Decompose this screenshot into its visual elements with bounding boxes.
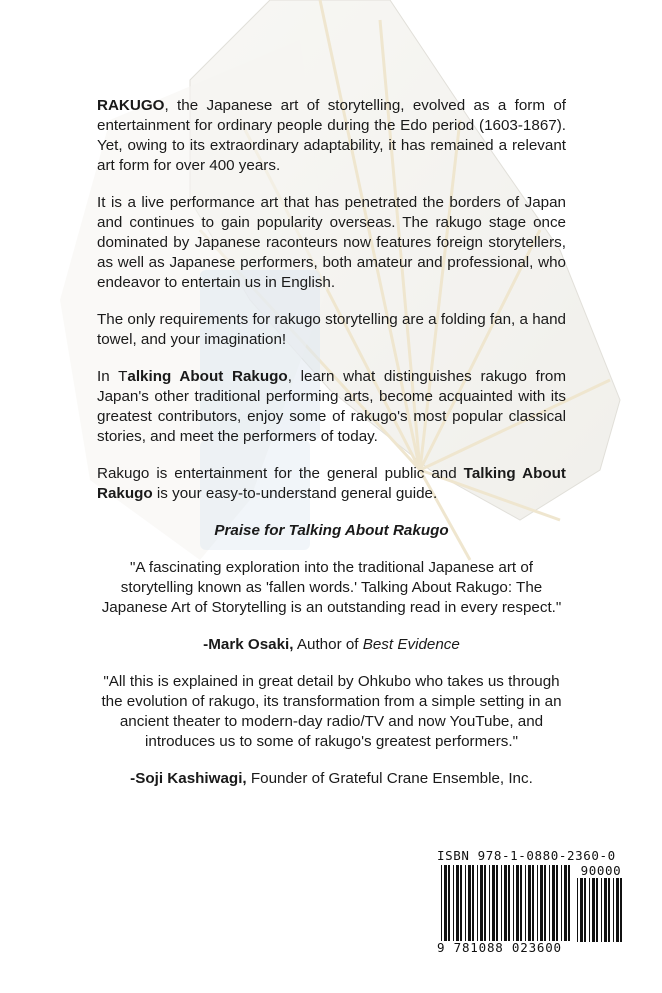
barcode-bar [556, 865, 558, 941]
overview-lead: In T [97, 368, 128, 385]
requirements-paragraph: The only requirements for rakugo storytelling are a folding fan, a hand towel, and your imagination! [97, 311, 566, 348]
ean-number: 9 781088 023600 [437, 940, 562, 955]
barcode-bar [448, 865, 450, 941]
intro-paragraph [97, 96, 566, 176]
barcode-bar [596, 878, 598, 942]
barcode-bar [492, 865, 495, 941]
review-quote-1: "A fascinating exploration into the traditional Japanese art of storytelling known as 'fallen words.' Talking About Rakugo: The Japanese Art of Storytelling is an outstanding read in every respect." [101, 559, 562, 616]
barcode-bar [540, 865, 543, 941]
barcode-bar [528, 865, 531, 941]
barcode-bar [592, 878, 595, 942]
barcode-bar [532, 865, 534, 941]
barcode-bar [508, 865, 510, 941]
barcode-bar [465, 865, 466, 941]
review-attribution-2 [97, 769, 566, 789]
reviewer-role-1: Author of [293, 636, 363, 653]
price-addon-number: 90000 [580, 863, 622, 878]
barcode-bar [513, 865, 514, 941]
isbn-label: ISBN 978-1-0880-2360-0 [437, 848, 616, 863]
barcode-bar [616, 878, 619, 942]
barcode-bar [601, 878, 602, 942]
barcode-bar [489, 865, 490, 941]
reviewer-name-2: -Soji Kashiwagi, [130, 770, 247, 787]
barcode-bar [472, 865, 474, 941]
reviewer-book-1: Best Evidence [362, 636, 460, 653]
barcode-bar [608, 878, 610, 942]
barcode-bar [568, 865, 570, 941]
rakugo-term: RAKUGO [97, 97, 165, 114]
addon-barcode-bars [577, 878, 625, 942]
barcode-bar [561, 865, 562, 941]
barcode-bar [537, 865, 538, 941]
barcode-bar [453, 865, 454, 941]
barcode-bar [441, 865, 442, 941]
barcode-bar [580, 878, 583, 942]
barcode-bar [604, 878, 607, 942]
barcode-bar [525, 865, 526, 941]
review-attribution-1 [97, 635, 566, 655]
barcode-bar [460, 865, 462, 941]
praise-heading: Praise for Talking About Rakugo [214, 522, 449, 539]
barcode-bar [520, 865, 522, 941]
barcode-bar [456, 865, 459, 941]
back-cover-text [97, 96, 566, 817]
barcode-bar [584, 878, 586, 942]
barcode-bar [444, 865, 447, 941]
overview-text: , learn what distinguishes rakugo from Japan's other traditional performing arts, become acquainted with its greatest contributors, enjoy some of rakugo's most popular classical stories, and meet the performers of today. [97, 368, 566, 445]
barcode-bar [589, 878, 590, 942]
barcode-bar [577, 878, 578, 942]
barcode-bar [620, 878, 622, 942]
barcode-bar [516, 865, 519, 941]
performance-paragraph: It is a live performance art that has penetrated the borders of Japan and continues to gain popularity overseas. The rakugo stage once dominated by Japanese raconteurs now features foreign storytellers, as well as Japanese performers, both amateur and professional, who endeavor to entertain us in English. [97, 194, 566, 291]
barcode-bar [549, 865, 550, 941]
guide-lead: Rakugo is entertainment for the general public and [97, 465, 464, 482]
book-overview-paragraph [97, 367, 566, 447]
guide-paragraph [97, 464, 566, 504]
barcode-bar [477, 865, 478, 941]
barcode-bar [496, 865, 498, 941]
barcode-bar [613, 878, 614, 942]
barcode-bar [544, 865, 546, 941]
barcode-bar [484, 865, 486, 941]
reviewer-role-2: Founder of Grateful Crane Ensemble, Inc. [246, 770, 533, 787]
isbn-barcode [437, 848, 625, 960]
book-title-inline: alking About Rakugo [127, 368, 288, 385]
review-quote-2: "All this is explained in great detail by Ohkubo who takes us through the evolution of rakugo, its transformation from a simple setting in an ancient theater to modern-day radio/TV and now YouTube, and introduces us to some of rakugo's greatest performers." [101, 673, 562, 750]
barcode-bar [504, 865, 507, 941]
intro-text: , the Japanese art of storytelling, evolved as a form of entertainment for ordinary people during the Edo period (1603-1867). Yet, owing to its extraordinary adaptability, it has remained a relevant art form for over 400 years. [97, 97, 566, 174]
guide-text: is your easy-to-understand general guide. [152, 485, 438, 502]
book-title-inline-2: Talking About Rakugo [97, 465, 566, 502]
reviewer-name-1: -Mark Osaki, [203, 636, 294, 653]
ean-barcode-bars [441, 865, 575, 941]
barcode-bar [552, 865, 555, 941]
barcode-bar [468, 865, 471, 941]
barcode-bar [480, 865, 483, 941]
barcode-bar [501, 865, 502, 941]
barcode-bar [564, 865, 567, 941]
